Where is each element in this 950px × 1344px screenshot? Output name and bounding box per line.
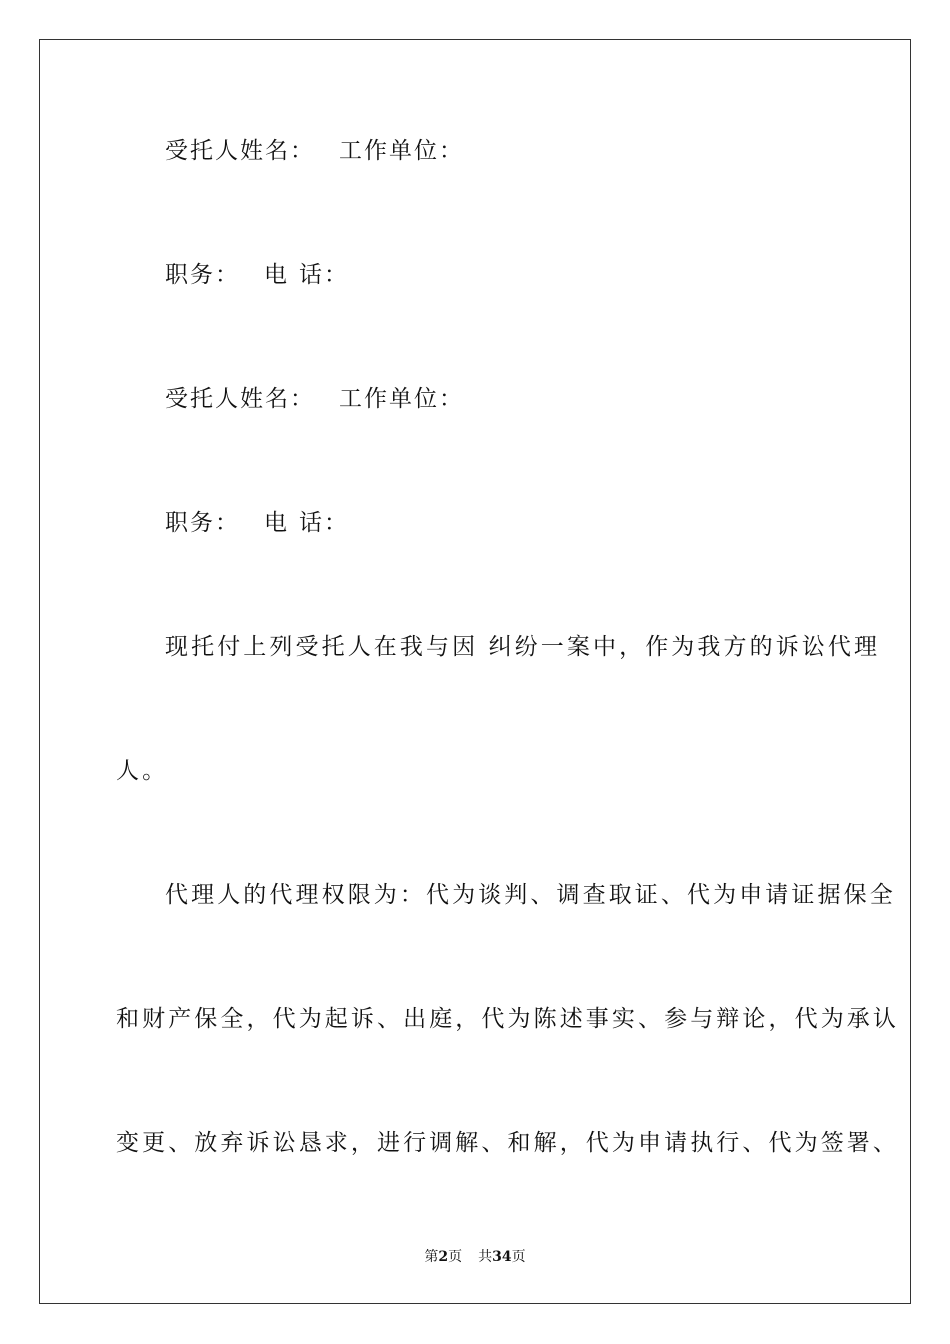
paragraph-2-line-2: 和财产保全，代为起诉、出庭，代为陈述事实、参与辩论，代为承认 xyxy=(116,1006,899,1032)
paragraph-1-line-1: 现托付上列受托人在我与因 纠纷一案中，作为我方的诉讼代理 xyxy=(165,634,881,660)
work-unit-label: 工作单位： xyxy=(339,386,464,412)
line-1 xyxy=(165,136,464,166)
footer-total-suffix: 页 xyxy=(511,1249,526,1265)
phone-label-2: 话： xyxy=(299,510,349,536)
work-unit-label: 工作单位： xyxy=(339,138,464,164)
footer-page-number: 2 xyxy=(438,1249,449,1265)
page-footer xyxy=(0,1248,950,1266)
line-3 xyxy=(165,384,464,414)
line-4 xyxy=(165,508,349,538)
position-label: 职务： xyxy=(165,262,240,288)
footer-prefix: 第 xyxy=(424,1249,439,1265)
line-2 xyxy=(165,260,349,290)
footer-total-pages: 34 xyxy=(492,1249,512,1265)
phone-label-1: 电 xyxy=(264,262,289,288)
paragraph-2-line-1: 代理人的代理权限为：代为谈判、调查取证、代为申请证据保全 xyxy=(165,882,896,908)
trustee-name-label: 受托人姓名： xyxy=(165,386,315,412)
footer-total-prefix: 共 xyxy=(478,1249,493,1265)
paragraph-1-line-2: 人。 xyxy=(116,758,169,784)
position-label: 职务： xyxy=(165,510,240,536)
phone-label-2: 话： xyxy=(299,262,349,288)
phone-label-1: 电 xyxy=(264,510,289,536)
footer-page-suffix: 页 xyxy=(448,1249,463,1265)
trustee-name-label: 受托人姓名： xyxy=(165,138,315,164)
paragraph-2-line-3: 变更、放弃诉讼恳求，进行调解、和解，代为申请执行、代为签署、 xyxy=(116,1130,899,1156)
page-border xyxy=(39,39,911,1304)
